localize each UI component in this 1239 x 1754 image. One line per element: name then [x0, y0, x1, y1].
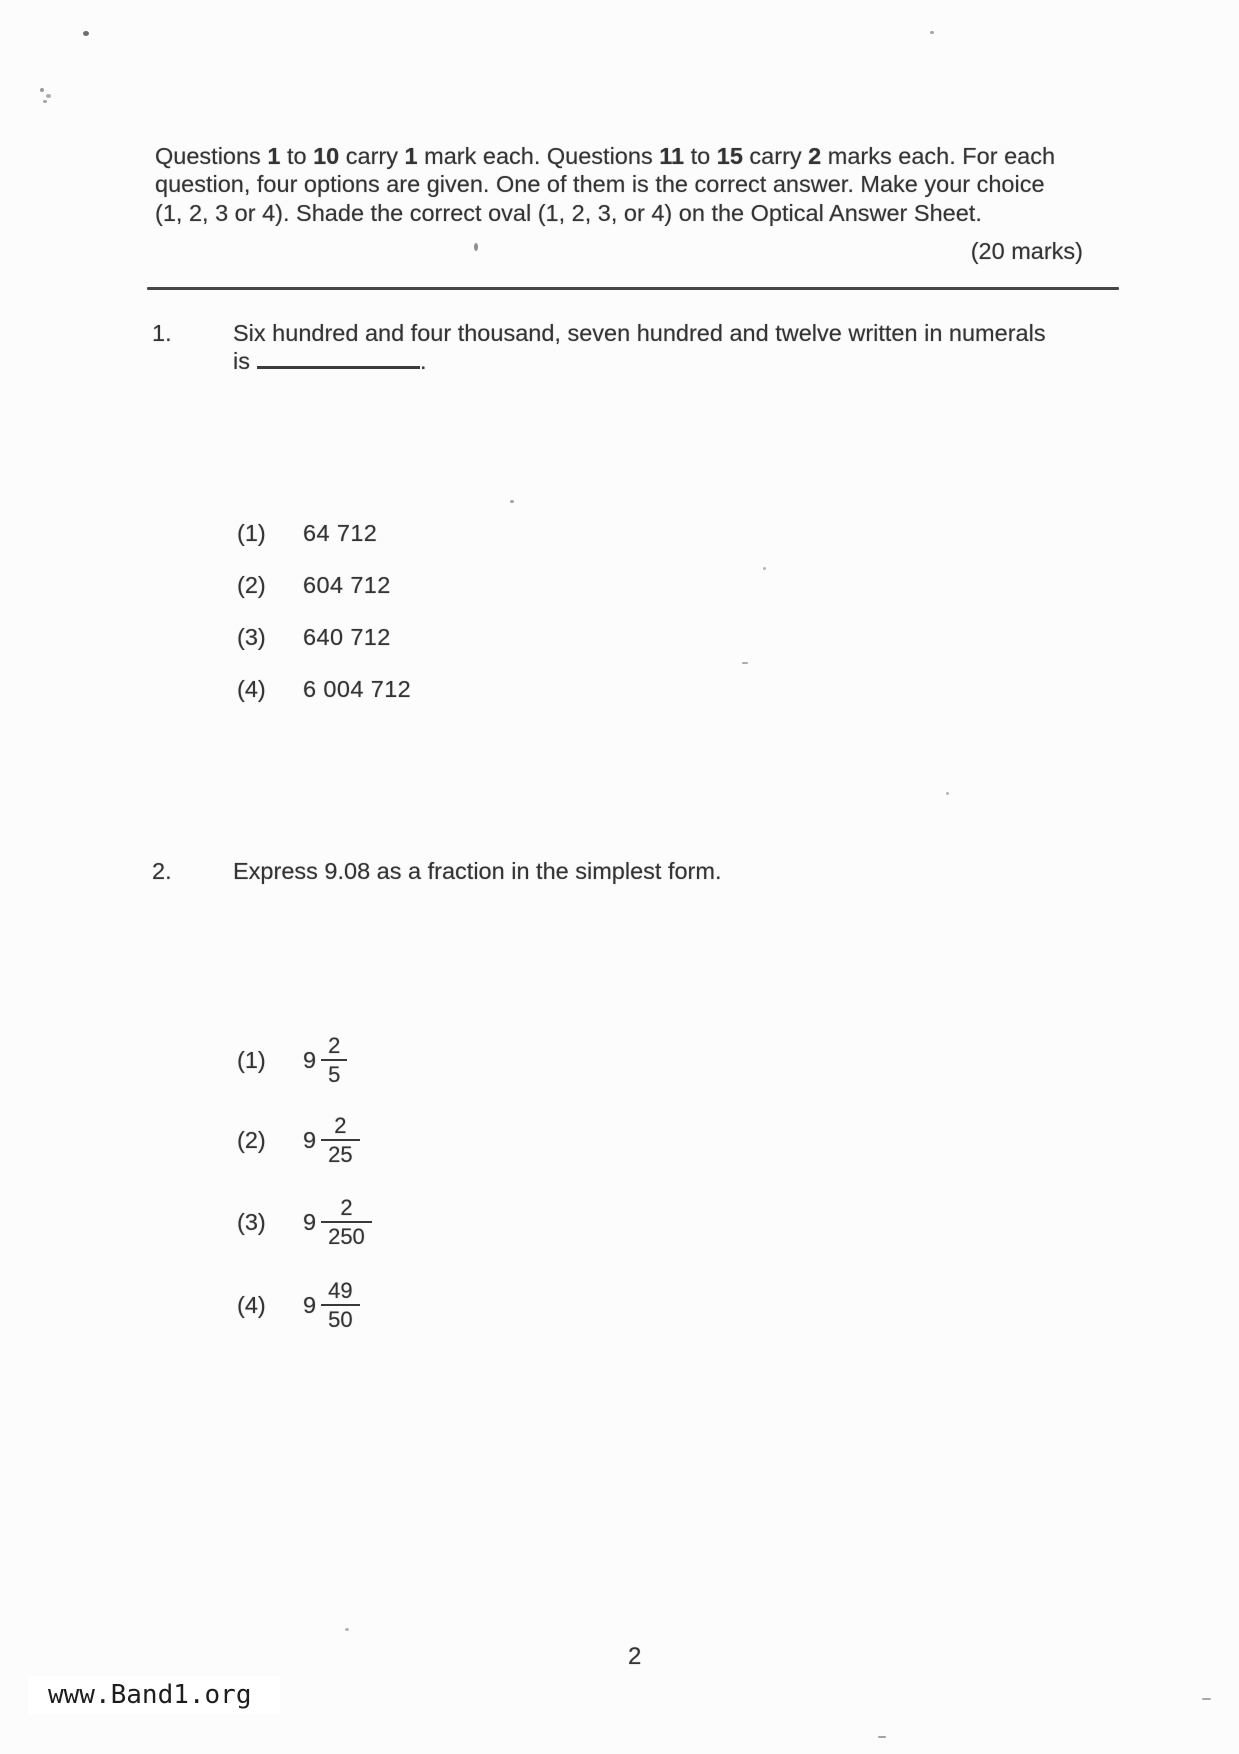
instruction-bold-number: 11: [659, 143, 685, 169]
scan-artifact: [43, 100, 47, 103]
instruction-text-segment: to: [684, 143, 717, 169]
q1-option-2-value: 604 712: [303, 572, 391, 598]
q1-option-3-value: 640 712: [303, 624, 391, 650]
q1-option-1-label: (1): [237, 520, 266, 546]
section-divider-rule: [147, 287, 1119, 290]
scan-artifact: [742, 662, 748, 664]
fraction: [321, 1113, 359, 1167]
instruction-text-segment: Questions: [155, 143, 268, 169]
whole-number: 9: [303, 1208, 317, 1235]
numerator: 2: [334, 1113, 347, 1138]
question-1-stem-line-2: [233, 348, 427, 375]
denominator: 250: [321, 1221, 372, 1249]
scan-artifact: [46, 94, 51, 98]
q2-option-1-label: (1): [237, 1047, 266, 1073]
total-marks-label: (20 marks): [970, 238, 1083, 264]
instruction-text-segment: carry: [742, 143, 809, 169]
scan-artifact: [946, 792, 949, 795]
scan-artifact: [510, 500, 514, 503]
instruction-bold-number: 2: [808, 143, 822, 169]
q2-option-2-label: (2): [237, 1127, 266, 1153]
q2-option-4-label: (4): [237, 1292, 266, 1318]
q1-option-4-label: (4): [237, 676, 266, 702]
question-1-number: 1.: [152, 320, 172, 346]
question-2-stem: Express 9.08 as a fraction in the simplest form.: [233, 858, 722, 884]
question-1-stem-prefix: is: [233, 348, 250, 374]
denominator: 25: [321, 1139, 359, 1167]
fraction: [321, 1195, 372, 1249]
instructions-block: [155, 142, 1055, 227]
watermark-strip: [28, 1676, 280, 1714]
scan-artifact: [40, 88, 44, 92]
instruction-text-segment: marks each. For each: [821, 143, 1056, 169]
page-number: 2: [628, 1643, 642, 1670]
q2-option-3-label: (3): [237, 1209, 266, 1235]
instruction-text-segment: carry: [339, 143, 405, 169]
instruction-bold-number: 1: [267, 143, 281, 169]
instruction-bold-number: 10: [313, 143, 340, 169]
fraction: [321, 1278, 359, 1332]
q1-answer-blank: [257, 350, 420, 369]
q2-option-2-value: [303, 1109, 360, 1171]
watermark-url: www.Band1.org: [48, 1680, 252, 1710]
instruction-bold-number: 1: [404, 143, 418, 169]
instructions-line-2: question, four options are given. One of them is the correct answer. Make your choice: [155, 171, 1045, 198]
whole-number: 9: [303, 1126, 317, 1153]
q1-option-1-value: 64 712: [303, 520, 378, 546]
q2-option-1-value: [303, 1029, 347, 1091]
question-1-stem-line-1: Six hundred and four thousand, seven hundred and twelve written in numerals: [233, 320, 1046, 346]
instruction-bold-number: 15: [716, 143, 743, 169]
q1-option-3-label: (3): [237, 624, 266, 650]
scan-artifact: [83, 31, 89, 36]
scan-artifact: [1202, 1698, 1211, 1700]
q2-option-4-value: [303, 1274, 360, 1336]
scan-artifact: [878, 1736, 886, 1738]
question-1-stem-suffix: .: [419, 348, 427, 374]
question-2-number: 2.: [152, 858, 172, 884]
instruction-text-segment: mark each. Questions: [417, 143, 660, 169]
q1-option-2-label: (2): [237, 572, 266, 598]
q1-option-4-value: 6 004 712: [303, 676, 412, 702]
scan-artifact: [930, 31, 934, 34]
numerator: 2: [328, 1033, 341, 1058]
numerator: 2: [340, 1195, 353, 1220]
scan-artifact: [763, 567, 766, 570]
numerator: 49: [328, 1278, 353, 1303]
denominator: 5: [321, 1059, 347, 1087]
instructions-line-1: [155, 142, 1055, 170]
q2-option-3-value: [303, 1191, 372, 1253]
whole-number: 9: [303, 1291, 317, 1318]
fraction: [321, 1033, 347, 1087]
instructions-line-3: (1, 2, 3 or 4). Shade the correct oval (1, 2, 3, or 4) on the Optical Answer Sheet.: [155, 199, 982, 226]
scan-artifact: [474, 243, 478, 251]
denominator: 50: [321, 1304, 359, 1332]
scan-artifact: [345, 1628, 349, 1631]
instruction-text-segment: to: [280, 143, 314, 169]
whole-number: 9: [303, 1046, 317, 1073]
